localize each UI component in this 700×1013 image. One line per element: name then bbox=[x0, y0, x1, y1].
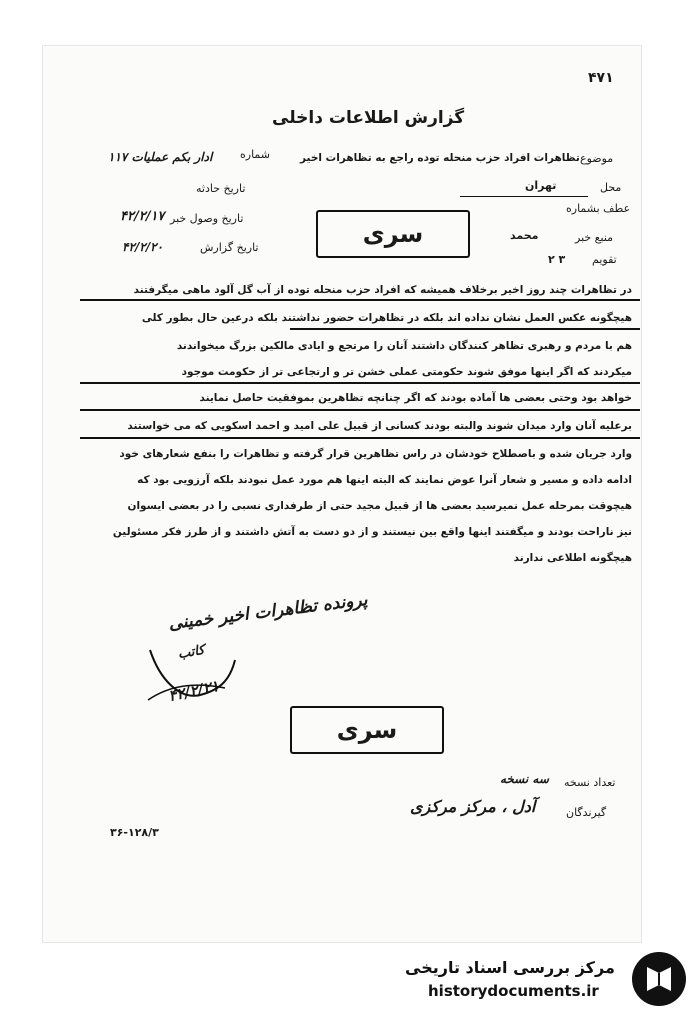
body-line-3: هم با مردم و رهبری تظاهر کنندگان داشتند آنان را مرتجع و ایادی مالکین بزرگ میخواندند bbox=[176, 340, 632, 352]
underline-4 bbox=[80, 382, 640, 384]
body-line-9: هیچوقت بمرحله عمل نمیرسید بعضی ها از قبیل مجید حتی از طرفداری نسبی را در بعضی ایسوان bbox=[127, 500, 632, 512]
location-underline bbox=[460, 196, 588, 197]
report-date-value: ۴۲/۲/۲۰ bbox=[122, 240, 163, 254]
underline-5 bbox=[80, 409, 640, 411]
body-line-2: هیچگونه عکس العمل نشان نداده اند بلکه در تظاهرات حضور نداشتند بلکه درعین حال بطور کلی bbox=[141, 312, 632, 324]
copies-value: سه نسخه bbox=[500, 772, 549, 786]
location-value: تهران bbox=[525, 179, 557, 192]
bottom-code: ۳۶-۱۲۸/۳ bbox=[110, 826, 159, 839]
body-line-7: وارد جریان شده و باصطلاح خودشان در راس تظاهرین قرار گرفته و تظاهرات را بنفع شعارهای خود bbox=[119, 448, 632, 460]
recipients-value: آدل ، مرکز مرکزی bbox=[410, 797, 536, 816]
handwritten-note: پرونده تظاهرات اخیر خمینی bbox=[167, 589, 369, 635]
subject-value: تظاهرات افراد حزب منحله توده راجع به تظاهرات اخیر bbox=[300, 152, 580, 164]
source-label: منبع خبر bbox=[575, 231, 614, 244]
body-line-5: خواهد بود وحتی بعضی ها آماده بودند که اگر چنانچه تظاهرین بموفقیت حاصل نمایند bbox=[199, 392, 632, 404]
rating-value: ۲ ۳ bbox=[548, 253, 566, 266]
copies-label: تعداد نسخه bbox=[564, 776, 616, 789]
ref-label: عطف بشماره bbox=[566, 202, 631, 215]
handwritten-initials: کاتب bbox=[176, 642, 206, 663]
number-label: شماره bbox=[240, 148, 271, 161]
handwritten-scribble-icon bbox=[140, 640, 240, 710]
rating-label: تقویم bbox=[592, 253, 617, 266]
report-date-label: تاریخ گزارش bbox=[200, 241, 259, 254]
brand-url: historydocuments.ir bbox=[428, 982, 599, 1000]
document-title: گزارش اطلاعات داخلی bbox=[272, 108, 465, 128]
underline-2 bbox=[290, 328, 640, 330]
underline-1 bbox=[80, 299, 640, 301]
number-value: ادار بکم عملیات ۱۱۷ bbox=[108, 150, 213, 164]
handwritten-date: ۴۲/۲/۲۱ bbox=[166, 676, 221, 706]
receive-date-value: ۴۲/۲/۱۷ bbox=[120, 209, 165, 224]
brand-name: مرکز بررسی اسناد تاریخی bbox=[405, 958, 615, 977]
body-line-4: میکردند که اگر اینها موفق شوند حکومتی عملی خشن تر و ارتجاعی تر از حکومت موجود bbox=[181, 366, 632, 378]
secret-stamp-bottom: سری bbox=[290, 706, 444, 754]
brand-logo-icon bbox=[631, 951, 687, 1007]
receive-date-label: تاریخ وصول خبر bbox=[170, 212, 244, 225]
body-line-1: در تظاهرات چند روز اخیر برخلاف همیشه که افراد حزب منحله توده از آب گل آلود ماهی میگرفتند bbox=[133, 284, 632, 296]
body-line-10: نیز ناراحت بودند و میگفتند اینها واقع بین نیستند و از دو دست به آتش داشتند و از طرز فکر مسئولین bbox=[112, 526, 632, 538]
location-label: محل bbox=[600, 181, 622, 194]
body-line-8: ادامه داده و مسیر و شعار آنرا عوض نمایند که البته اینها هم مورد عمل نبودند بلکه آرزویی بود که bbox=[137, 474, 632, 486]
underline-6 bbox=[80, 437, 640, 439]
recipients-label: گیرندگان bbox=[566, 806, 607, 819]
subject-label: موضوع bbox=[580, 152, 614, 165]
body-line-11: هیچگونه اطلاعی ندارند bbox=[513, 552, 632, 564]
page-number: ۴۷۱ bbox=[588, 70, 614, 86]
incident-date-label: تاریخ حادثه bbox=[196, 182, 246, 195]
body-line-6: برعلیه آنان وارد میدان شوند والبته بودند کسانی از قبیل علی امید و احمد اسکویی که می خواستند bbox=[127, 420, 632, 432]
secret-stamp-top: سری bbox=[316, 210, 470, 258]
source-value: محمد bbox=[510, 229, 539, 242]
